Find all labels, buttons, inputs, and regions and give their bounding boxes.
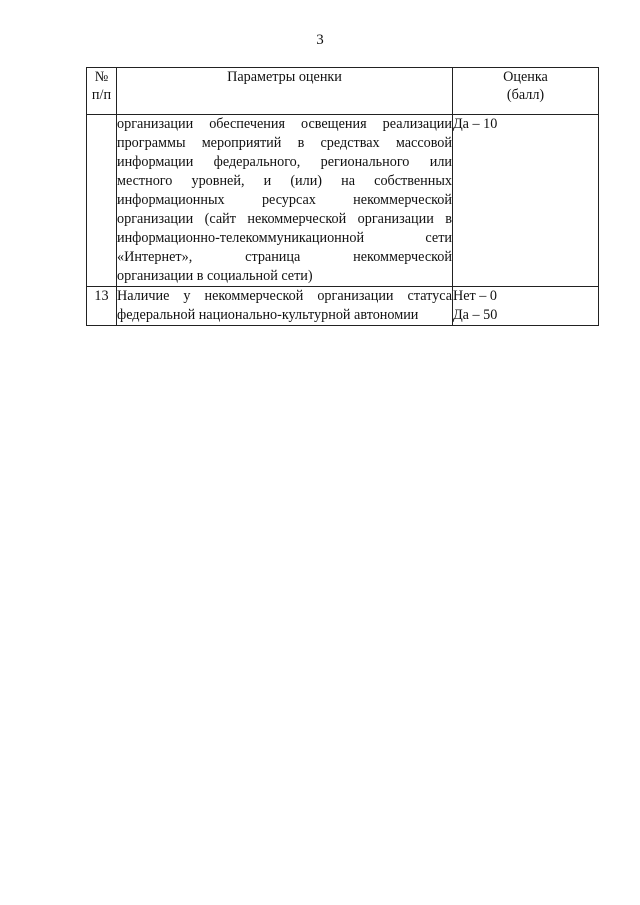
parameter-line: информационных ресурсах некоммерческой [117, 192, 452, 208]
parameter-line: информационно-телекоммуникационной сети [117, 230, 452, 246]
page-number: 3 [316, 32, 324, 48]
parameter-line: Наличие у некоммерческой организации статуса [117, 288, 452, 304]
header-score-unit: (балл) [506, 87, 545, 103]
header-parameters-label: Параметры оценки [227, 69, 342, 85]
row-number-cell [87, 115, 117, 287]
header-parameters [117, 68, 453, 115]
score-line: Нет – 0 [453, 288, 498, 304]
parameter-line: местного уровней, и (или) на собственных [117, 173, 452, 189]
parameter-line: федеральной национально-культурной автономии [117, 307, 419, 323]
parameter-line: программы мероприятий в средствах массовой [117, 135, 452, 151]
row-score-cell [453, 287, 599, 326]
parameter-line: информации федерального, регионального или [117, 154, 452, 170]
parameter-line: «Интернет», страница некоммерческой [117, 249, 452, 265]
header-number-abbrev: п/п [91, 87, 112, 103]
table-row [87, 115, 599, 287]
parameter-line: организации (сайт некоммерческой организации в [117, 211, 452, 227]
header-number [87, 68, 117, 115]
row-parameter-cell [117, 287, 453, 326]
row-parameter-cell [117, 115, 453, 287]
table-header-row [87, 68, 599, 115]
parameter-line: организации в социальной сети) [117, 268, 313, 284]
row-number-cell: 13 [87, 287, 117, 326]
score-line: Да – 50 [453, 307, 498, 323]
score-line: Да – 10 [453, 116, 498, 132]
table-row [87, 287, 599, 326]
parameter-line: организации обеспечения освещения реализации [117, 116, 452, 132]
row-score-cell [453, 115, 599, 287]
evaluation-criteria-table [86, 67, 599, 326]
header-score-label: Оценка [503, 69, 548, 85]
header-score [453, 68, 599, 115]
header-number-symbol: № [94, 69, 109, 85]
